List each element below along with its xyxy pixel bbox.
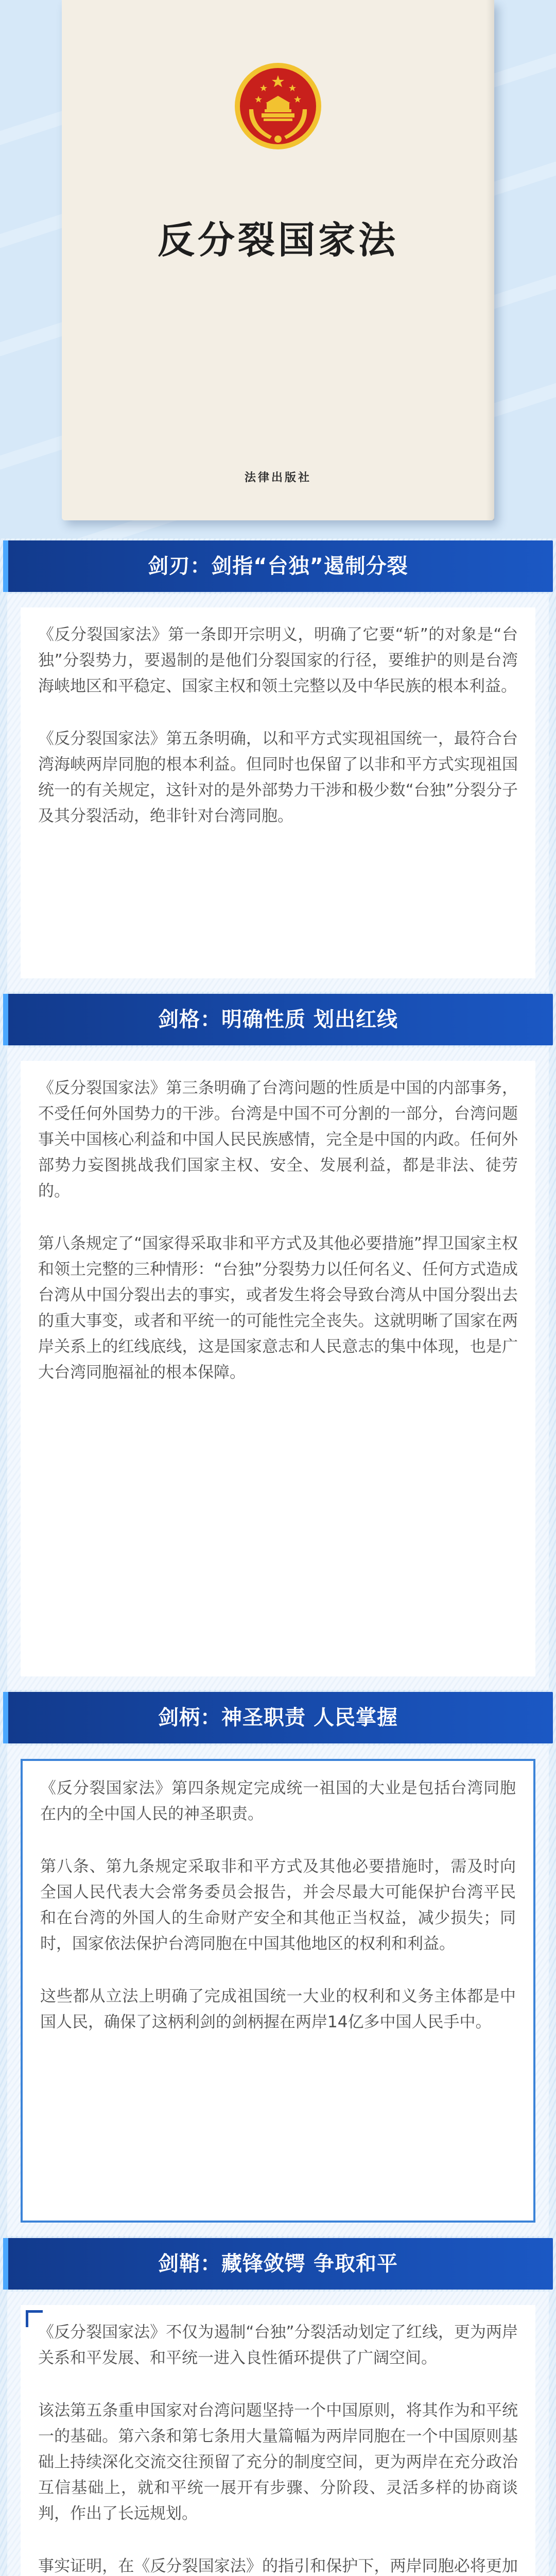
section-title: 剑格：明确性质 划出红线 (158, 1008, 398, 1031)
section-header-guard (0, 992, 556, 1047)
hero-banner (0, 0, 556, 538)
national-emblem-icon (234, 62, 322, 150)
paragraph: 《反分裂国家法》第五条明确，以和平方式实现祖国统一，最符合台湾海峡两岸同胞的根本利益。但同时也保留了以非和平方式实现祖国统一的有关规定，这针对的是外部势力干涉和极少数“台独”分裂分子及其分裂活动，绝非针对台湾同胞。 (38, 730, 518, 825)
paragraph: 《反分裂国家法》第三条明确了台湾问题的性质是中国的内部事务，不受任何外国势力的干涉。台湾是中国不可分割的一部分，台湾问题事关中国核心利益和中国人民民族感情，完全是中国的内政。任何外部势力妄图挑战我们国家主权、安全、发展利益，都是非法、徒劳的。 (38, 1079, 518, 1200)
paragraph: 《反分裂国家法》第四条规定完成统一祖国的大业是包括台湾同胞在内的全中国人民的神圣职责。 (40, 1779, 516, 1823)
text-card (21, 1061, 535, 1676)
paragraph: 这些都从立法上明确了完成祖国统一大业的权利和义务主体都是中国人民，确保了这柄利剑的剑柄握在两岸14亿多中国人民手中。 (40, 1987, 516, 2031)
paragraph: 第八条、第九条规定采取非和平方式及其他必要措施时，需及时向全国人民代表大会常务委员会报告，并会尽最大可能保护台湾平民和在台湾的外国人的生命财产安全和其他正当权益，减少损失；同时，国家依法保护台湾同胞在中国其他地区的权利和利益。 (40, 1857, 516, 1953)
paragraph: 《反分裂国家法》不仅为遏制“台独”分裂活动划定了红线，更为两岸关系和平发展、和平统一进入良性循环提供了广阔空间。 (38, 2323, 518, 2367)
book-title: 反分裂国家法 (157, 218, 398, 262)
section-title: 剑柄：神圣职责 人民掌握 (158, 1706, 398, 1730)
text-card (21, 2305, 535, 2576)
book-cover (62, 0, 494, 520)
section-body-guard (7, 1047, 549, 1690)
text-card (21, 1759, 535, 2223)
section-body-blade (7, 594, 549, 992)
corner-decoration (26, 2310, 43, 2327)
section-header-hilt (0, 1690, 556, 1745)
section-header-scabbard (0, 2236, 556, 2292)
section-title: 剑刃：剑指“台独”遏制分裂 (148, 554, 408, 578)
paragraph: 事实证明，在《反分裂国家法》的指引和保护下，两岸同胞必将更加 (38, 2557, 518, 2575)
paragraph: 第八条规定了“国家得采取非和平方式及其他必要措施”捍卫国家主权和领土完整的三种情形：“台独”分裂势力以任何名义、任何方式造成台湾从中国分裂出去的事实，或者发生将会导致台湾从中国分裂出去的重大事变，或者和平统一的可能性完全丧失。这就明晰了国家在两岸关系上的红线底线，这是国家意志和人民意志的集中体现，也是广大台湾同胞福祉的根本保障。 (38, 1234, 518, 1382)
section-body-scabbard (7, 2292, 549, 2576)
text-card (21, 607, 535, 978)
paragraph: 该法第五条重申国家对台湾问题坚持一个中国原则，将其作为和平统一的基础。第六条和第七条用大量篇幅为两岸同胞在一个中国原则基础上持续深化交流交往预留了充分的制度空间，更为两岸在充分政治互信基础上，就和平统一展开有步骤、分阶段、灵活多样的协商谈判，作出了长远规划。 (38, 2401, 518, 2523)
section-header-blade (0, 538, 556, 594)
book-publisher: 法律出版社 (244, 471, 311, 484)
paragraph: 《反分裂国家法》第一条即开宗明义，明确了它要“斩”的对象是“台独”分裂势力，要遏制的是他们分裂国家的行径，要维护的则是台湾海峡地区和平稳定、国家主权和领土完整以及中华民族的根本利益。 (38, 625, 518, 696)
section-body-hilt (7, 1745, 549, 2236)
section-title: 剑鞘：藏锋敛锷 争取和平 (158, 2252, 398, 2276)
